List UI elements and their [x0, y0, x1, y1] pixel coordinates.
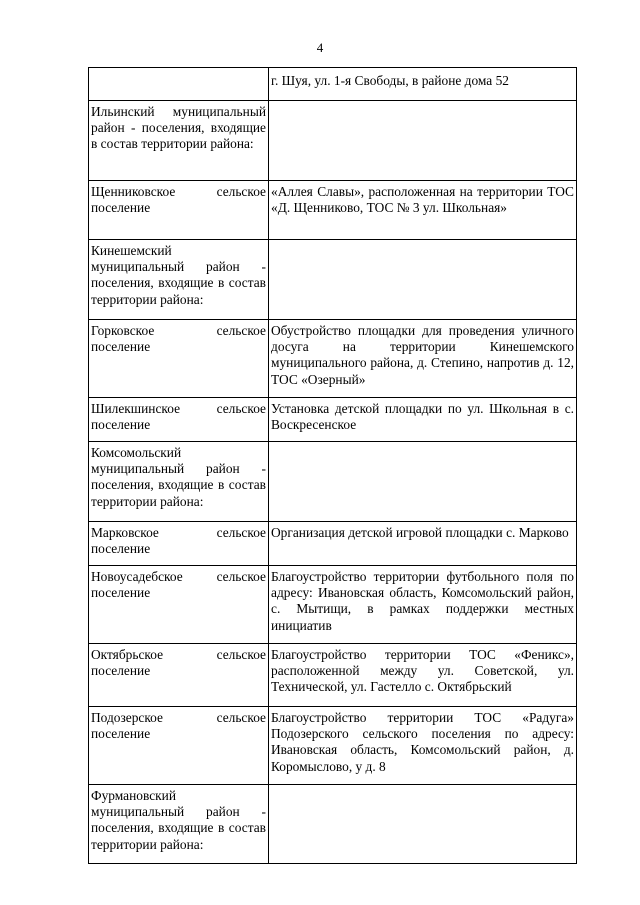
project-cell: Благоустройство территории футбольного поля по адресу: Ивановская область, Комсомольский район, с. Мытищи, в рамках поддержки местных инициатив [269, 566, 577, 644]
table-row [89, 320, 577, 398]
project-cell: Обустройство площадки для проведения уличного досуга на территории Кинешемского муниципального района, д. Степино, напротив д. 12, ТОС «Озерный» [269, 320, 577, 398]
project-cell [269, 101, 577, 181]
settlement-cell: Горковское сельское поселение [89, 320, 269, 398]
settlement-cell: Октябрьское сельское поселение [89, 644, 269, 707]
district-header-cell: Кинешемский муниципальный район - поселения, входящие в состав территории района: [89, 240, 269, 320]
settlement-cell: Подозерское сельское поселение [89, 707, 269, 785]
table-row [89, 240, 577, 320]
settlement-cell: Шилекшинское сельское поселение [89, 398, 269, 442]
table-row [89, 785, 577, 864]
district-header-cell: Комсомольский муниципальный район - поселения, входящие в состав территории района: [89, 442, 269, 522]
project-cell: Благоустройство территории ТОС «Радуга» Подозерского сельского поселения по адресу: Ивановская область, Комсомольский район, д. Коромыслово, у д. 8 [269, 707, 577, 785]
project-cell [269, 785, 577, 864]
table-row [89, 101, 577, 181]
project-cell: Благоустройство территории ТОС «Феникс», расположенной между ул. Советской, ул. Технической, ул. Гастелло с. Октябрьский [269, 644, 577, 707]
table-row [89, 566, 577, 644]
table-row [89, 522, 577, 566]
settlements-table [88, 67, 577, 864]
district-header-cell: Фурмановский муниципальный район - поселения, входящие в состав территории района: [89, 785, 269, 864]
project-cell: «Аллея Славы», расположенная на территории ТОС «Д. Щенниково, ТОС № 3 ул. Школьная» [269, 181, 577, 240]
settlement-cell: Щенниковское сельское поселение [89, 181, 269, 240]
settlement-cell [89, 68, 269, 101]
district-header-cell: Ильинский муниципальный район - поселения, входящие в состав территории района: [89, 101, 269, 181]
table-row [89, 68, 577, 101]
project-cell: Организация детской игровой площадки с. Марково [269, 522, 577, 566]
project-cell [269, 442, 577, 522]
project-cell [269, 240, 577, 320]
settlement-cell: Марковское сельское поселение [89, 522, 269, 566]
settlement-cell: Новоусадебское сельское поселение [89, 566, 269, 644]
table-row [89, 181, 577, 240]
page-number: 4 [316, 40, 324, 55]
table-row [89, 644, 577, 707]
table-row [89, 442, 577, 522]
project-cell: г. Шуя, ул. 1-я Свободы, в районе дома 52 [269, 68, 577, 101]
table-row [89, 398, 577, 442]
table-row [89, 707, 577, 785]
project-cell: Установка детской площадки по ул. Школьная в с. Воскресенское [269, 398, 577, 442]
